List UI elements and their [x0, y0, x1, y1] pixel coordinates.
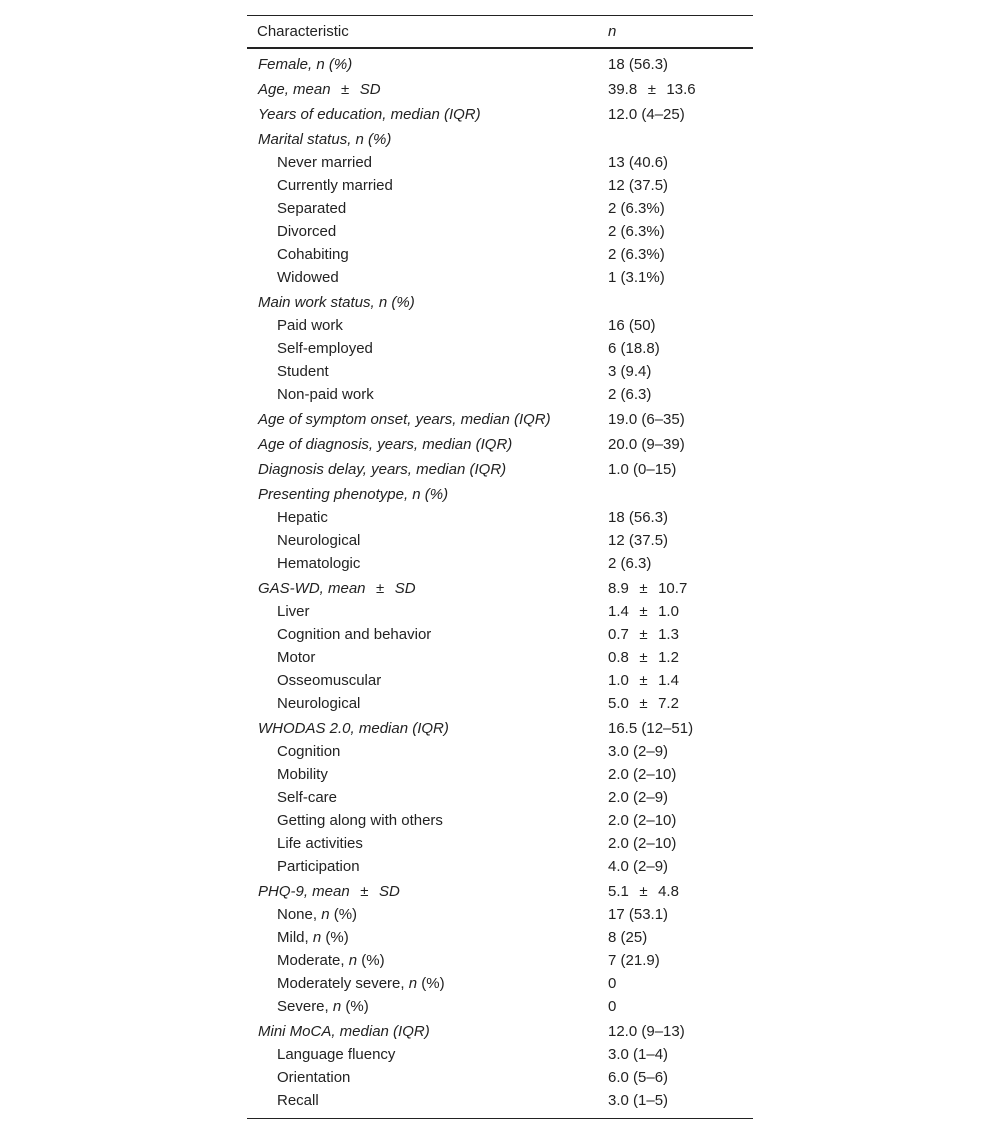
row-value: 2.0 (2–9)	[608, 789, 669, 806]
table-row	[247, 1043, 753, 1066]
table-row	[247, 972, 753, 995]
row-label: Never married	[277, 154, 373, 171]
row-label: Marital status, n (%)	[258, 131, 392, 148]
row-value: 2.0 (2–10)	[608, 766, 677, 783]
row-label: Neurological	[277, 695, 361, 712]
row-label: Non-paid work	[277, 386, 374, 403]
table-row	[247, 360, 753, 383]
row-label-text: Severe,	[277, 998, 333, 1015]
row-value: 16 (50)	[608, 317, 656, 334]
row-label: Paid work	[277, 317, 343, 334]
row-label: Self-care	[277, 789, 338, 806]
row-value: 0.8 ± 1.2	[608, 649, 679, 666]
row-value: 1.0 (0–15)	[608, 461, 677, 478]
row-label-text: Mild,	[277, 929, 313, 946]
row-label	[247, 929, 608, 946]
row-label: Main work status, n (%)	[258, 294, 415, 311]
row-label: Osseomuscular	[277, 672, 382, 689]
row-value: 2 (6.3%)	[608, 223, 665, 240]
row-label: Recall	[277, 1092, 319, 1109]
table-row	[247, 151, 753, 174]
row-label: Separated	[277, 200, 347, 217]
characteristics-table	[247, 15, 753, 1119]
row-label: Mobility	[277, 766, 328, 783]
row-label: Age of diagnosis, years, median (IQR)	[258, 436, 513, 453]
row-value: 12.0 (9–13)	[608, 1023, 685, 1040]
row-label-italic: n	[321, 906, 330, 923]
table-row	[247, 314, 753, 337]
table-row	[247, 266, 753, 289]
row-label: Hematologic	[277, 555, 361, 572]
table-row	[247, 197, 753, 220]
table-row	[247, 220, 753, 243]
row-label-suffix: (%)	[357, 952, 385, 969]
row-label-suffix: (%)	[321, 929, 349, 946]
row-label-suffix: (%)	[417, 975, 445, 992]
table-row	[247, 763, 753, 786]
table-row	[247, 926, 753, 949]
table-row	[247, 529, 753, 552]
row-value: 19.0 (6–35)	[608, 411, 685, 428]
table-row	[247, 243, 753, 266]
row-value: 2 (6.3%)	[608, 200, 665, 217]
table-row	[247, 995, 753, 1018]
row-label-italic: n	[332, 998, 342, 1015]
row-label: Currently married	[277, 177, 393, 194]
row-label: Getting along with others	[277, 812, 443, 829]
table-row	[247, 600, 753, 623]
row-value: 20.0 (9–39)	[608, 436, 685, 453]
row-label: Liver	[277, 603, 310, 620]
row-label: WHODAS 2.0, median (IQR)	[258, 720, 449, 737]
row-value: 4.0 (2–9)	[608, 858, 669, 875]
row-label: Age, mean ± SD	[258, 81, 381, 98]
row-value: 8.9 ± 10.7	[608, 580, 688, 597]
row-value: 2 (6.3)	[608, 555, 652, 572]
table-row	[247, 383, 753, 406]
row-value: 7 (21.9)	[608, 952, 660, 969]
row-label-suffix: (%)	[341, 998, 369, 1015]
table-row	[247, 949, 753, 972]
header-rule	[247, 47, 753, 49]
row-label: Diagnosis delay, years, median (IQR)	[258, 461, 507, 478]
row-label: Language fluency	[277, 1046, 396, 1063]
row-label: Life activities	[277, 835, 363, 852]
row-value: 2 (6.3%)	[608, 246, 665, 263]
table-row	[247, 1020, 753, 1043]
row-label: PHQ-9, mean ± SD	[258, 883, 400, 900]
table-row	[247, 623, 753, 646]
row-value: 1.0 ± 1.4	[608, 672, 679, 689]
row-label: Cohabiting	[277, 246, 349, 263]
row-value: 18 (56.3)	[608, 509, 669, 526]
table-row	[247, 53, 753, 76]
table-row	[247, 128, 753, 151]
table-row	[247, 103, 753, 126]
table-row	[247, 692, 753, 715]
table-row	[247, 1089, 753, 1112]
table-row	[247, 291, 753, 314]
row-value: 18 (56.3)	[608, 56, 669, 73]
row-label: Divorced	[277, 223, 337, 240]
table-row	[247, 646, 753, 669]
row-value: 8 (25)	[608, 929, 648, 946]
row-label	[247, 906, 608, 923]
header-n: n	[608, 23, 617, 40]
row-value: 2 (6.3)	[608, 386, 652, 403]
row-label-italic: n	[312, 929, 322, 946]
row-label: Years of education, median (IQR)	[258, 106, 481, 123]
table-row	[247, 1066, 753, 1089]
row-label: Motor	[277, 649, 316, 666]
row-value: 3.0 (1–4)	[608, 1046, 669, 1063]
row-value: 6.0 (5–6)	[608, 1069, 669, 1086]
row-label	[247, 952, 608, 969]
row-value: 6 (18.8)	[608, 340, 660, 357]
row-label: Mini MoCA, median (IQR)	[258, 1023, 430, 1040]
row-value: 2.0 (2–10)	[608, 835, 677, 852]
row-label: Student	[277, 363, 329, 380]
row-value: 16.5 (12–51)	[608, 720, 694, 737]
row-label	[247, 975, 608, 992]
row-value: 3 (9.4)	[608, 363, 652, 380]
table-row	[247, 78, 753, 101]
row-value: 12.0 (4–25)	[608, 106, 685, 123]
table-row	[247, 809, 753, 832]
row-value: 1.4 ± 1.0	[608, 603, 679, 620]
row-label-text: Moderately severe,	[277, 975, 409, 992]
row-label: Neurological	[277, 532, 361, 549]
row-label: Participation	[277, 858, 360, 875]
row-label: Cognition	[277, 743, 341, 760]
row-label: Cognition and behavior	[277, 626, 432, 643]
row-value: 0	[608, 975, 617, 992]
table-row	[247, 506, 753, 529]
row-value: 1 (3.1%)	[608, 269, 665, 286]
row-label: Age of symptom onset, years, median (IQR)	[258, 411, 551, 428]
table-row	[247, 717, 753, 740]
row-value: 2.0 (2–10)	[608, 812, 677, 829]
row-value: 0	[608, 998, 617, 1015]
table-row	[247, 337, 753, 360]
row-value: 5.1 ± 4.8	[608, 883, 679, 900]
table-row	[247, 740, 753, 763]
table-row	[247, 903, 753, 926]
table-row	[247, 855, 753, 878]
bottom-rule	[247, 1118, 753, 1119]
header-characteristic: Characteristic	[257, 23, 349, 40]
row-label-suffix: (%)	[329, 906, 358, 923]
table-row	[247, 483, 753, 506]
row-label-text: Moderate,	[277, 952, 349, 969]
row-label: Presenting phenotype, n (%)	[258, 486, 449, 503]
row-value: 39.8 ± 13.6	[608, 81, 696, 98]
table-row	[247, 174, 753, 197]
row-value: 17 (53.1)	[608, 906, 669, 923]
row-value: 5.0 ± 7.2	[608, 695, 679, 712]
row-value: 13 (40.6)	[608, 154, 669, 171]
table-row	[247, 669, 753, 692]
table-row	[247, 880, 753, 903]
row-label: Hepatic	[277, 509, 328, 526]
table-header	[247, 16, 753, 47]
row-label: Widowed	[277, 269, 339, 286]
table-row	[247, 408, 753, 431]
row-label-italic: n	[408, 975, 418, 992]
row-label: GAS-WD, mean ± SD	[258, 580, 416, 597]
row-value: 12 (37.5)	[608, 177, 669, 194]
row-value: 3.0 (1–5)	[608, 1092, 669, 1109]
row-label	[247, 998, 608, 1015]
table-row	[247, 577, 753, 600]
row-label-text: None,	[277, 906, 322, 923]
table-row	[247, 433, 753, 456]
table-row	[247, 552, 753, 575]
table-row	[247, 832, 753, 855]
row-value: 12 (37.5)	[608, 532, 669, 549]
table-row	[247, 458, 753, 481]
table-row	[247, 786, 753, 809]
row-label: Female, n (%)	[258, 56, 353, 73]
row-value: 0.7 ± 1.3	[608, 626, 679, 643]
row-value: 3.0 (2–9)	[608, 743, 669, 760]
table-body	[247, 53, 753, 1112]
row-label: Orientation	[277, 1069, 351, 1086]
row-label-italic: n	[348, 952, 358, 969]
row-label: Self-employed	[277, 340, 373, 357]
